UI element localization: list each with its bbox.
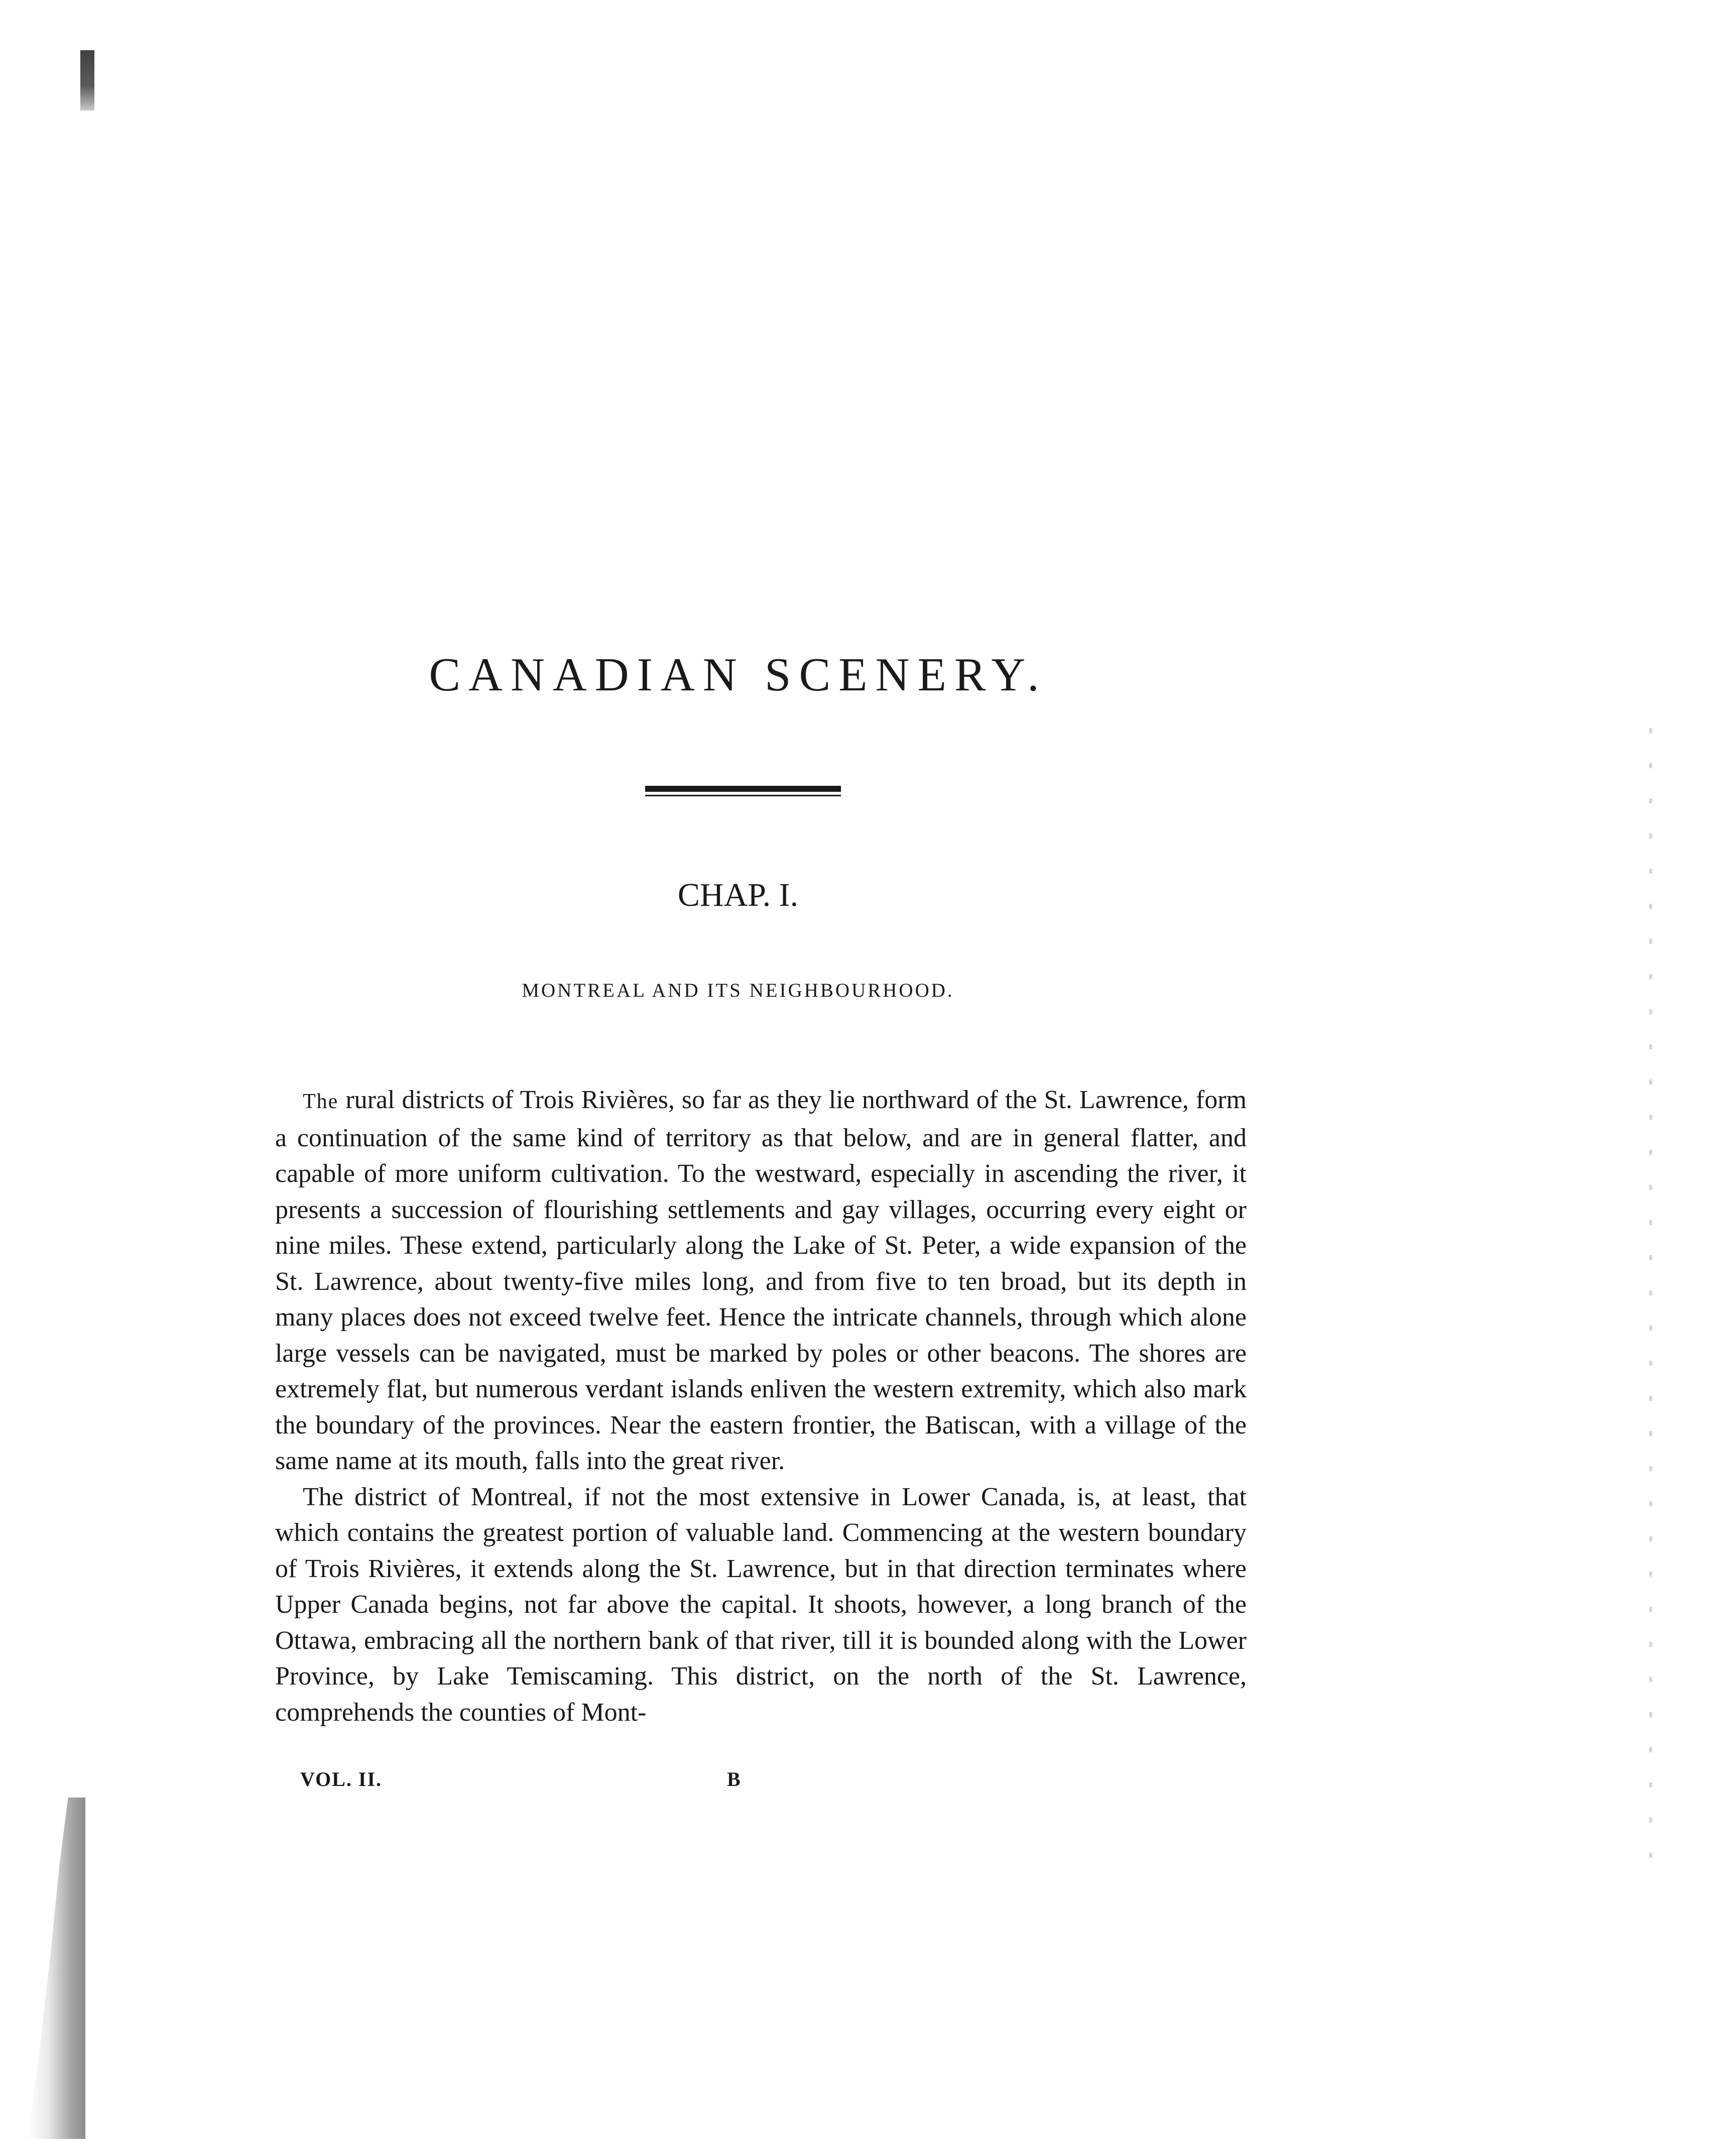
chapter-subtitle: MONTREAL AND ITS NEIGHBOURHOOD. [522, 980, 954, 1001]
title-divider-thin [645, 795, 841, 796]
paragraph-1 [275, 1082, 1247, 1479]
page-title: CANADIAN SCENERY. [429, 649, 1047, 701]
body-text [275, 1082, 1247, 1730]
scan-dots-artifact [1649, 728, 1652, 1883]
page-footer [275, 1767, 1247, 1798]
scan-edge-artifact [28, 1798, 85, 2139]
chapter-heading: CHAP. I. [677, 877, 799, 913]
volume-label: VOL. II. [300, 1768, 383, 1790]
signature-mark: B [727, 1768, 741, 1790]
paragraph-1-lead-word: The [303, 1090, 339, 1113]
paragraph-1-text: rural districts of Trois Rivières, so far as they lie northward of the St. Lawrence, form a continuation of the same kind of territory as that below, and are in general flatter, and capable of more uniform cultivation. To the westward, especially in ascending the river, it presents a succession of flourishing settlements and gay villages, occurring every eight or nine miles. These extend, particularly along the Lake of St. Peter, a wide expansion of the St. Lawrence, about twenty-five miles long, and from five to ten broad, but its depth in many places does not exceed twelve feet. Hence the intricate channels, through which alone large vessels can be navigated, must be marked by poles or other beacons. The shores are extremely flat, but numerous verdant islands enliven the western extremity, which also mark the boundary of the provinces. Near the eastern frontier, the Batiscan, with a village of the same name at its mouth, falls into the great river. [275, 1086, 1247, 1475]
paragraph-2: The district of Montreal, if not the most extensive in Lower Canada, is, at least, that which contains the greatest portion of valuable land. Commencing at the western boundary of Trois Rivières, it extends along the St. Lawrence, but in that direction terminates where Upper Canada begins, not far above the capital. It shoots, however, a long branch of the Ottawa, embracing all the northern bank of that river, till it is bounded along with the Lower Province, by Lake Temiscaming. This district, on the north of the St. Lawrence, comprehends the counties of Mont- [275, 1482, 1247, 1727]
scan-mark-artifact [80, 50, 94, 110]
title-divider-thick [645, 786, 841, 792]
title-divider [645, 786, 841, 796]
